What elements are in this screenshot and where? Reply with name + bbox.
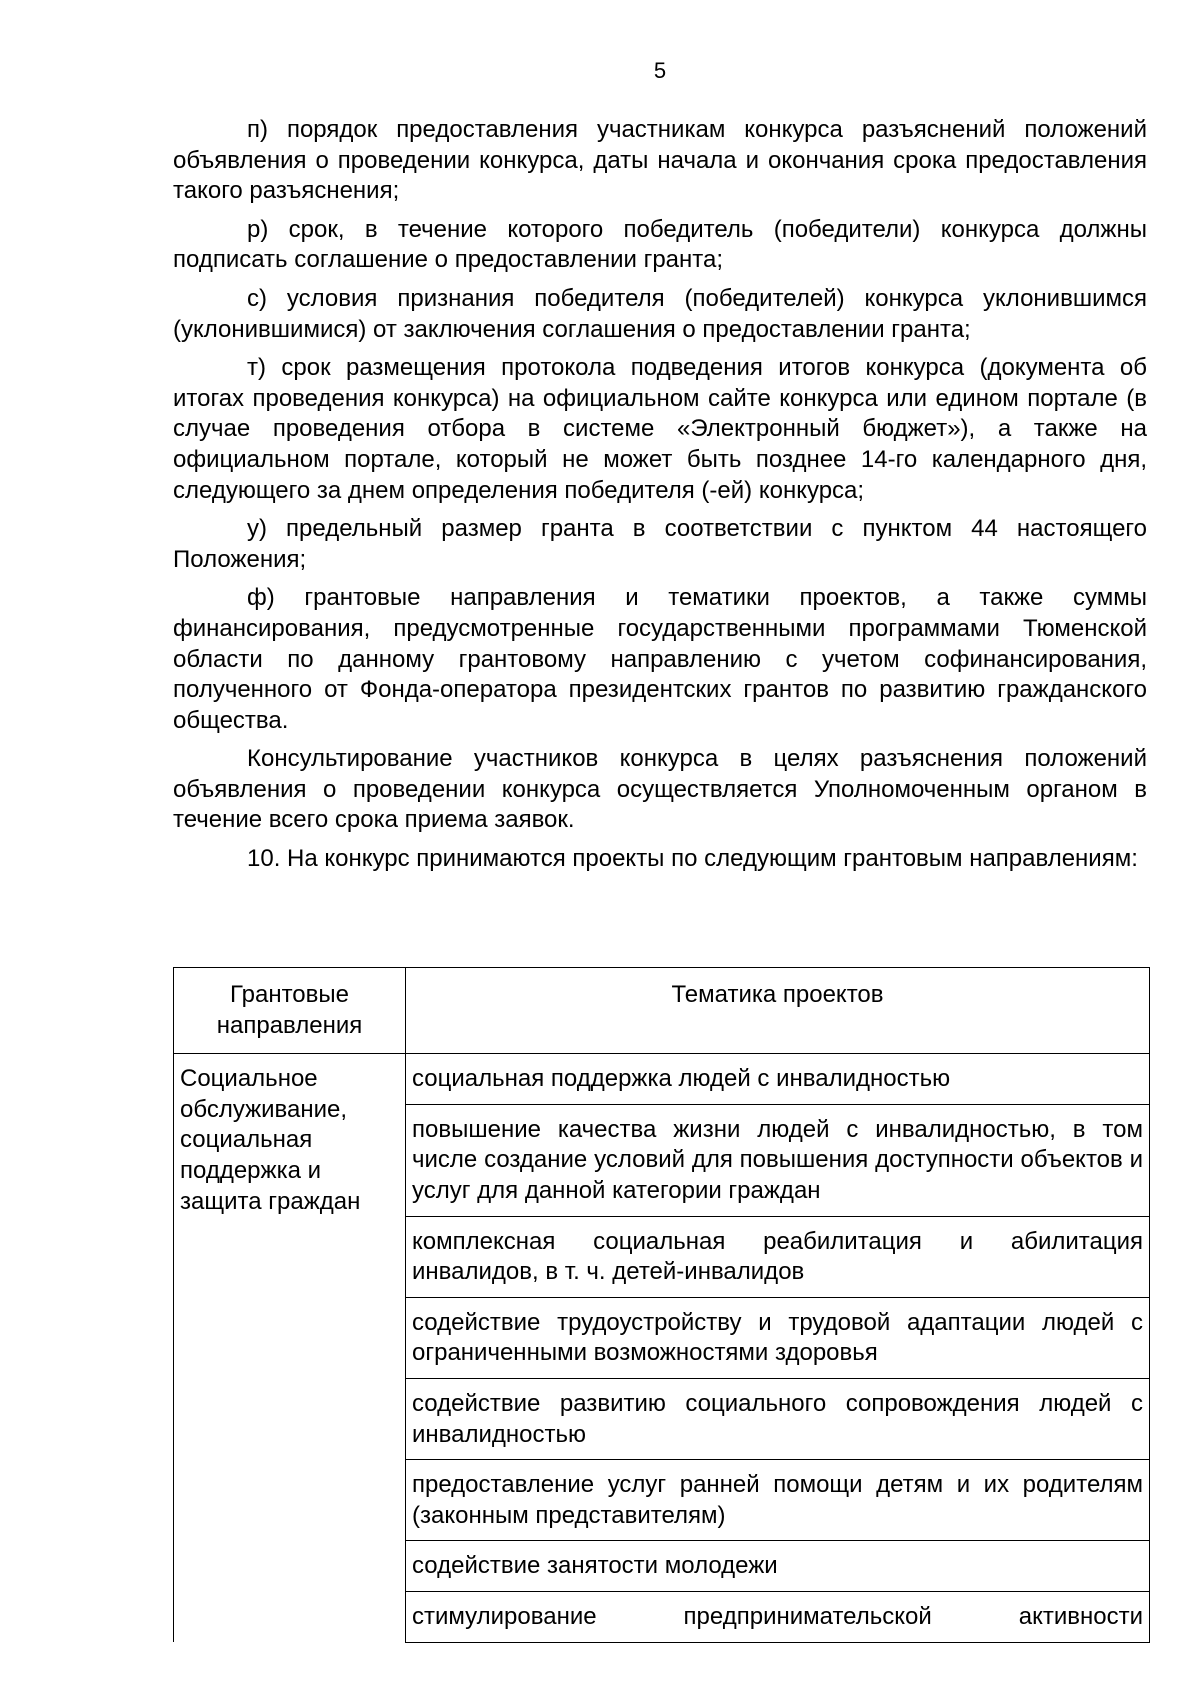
topic-cell: содействие развитию социального сопровождения людей с инвалидностью: [406, 1378, 1150, 1459]
topic-cell: стимулирование предпринимательской активности: [406, 1591, 1150, 1642]
paragraph-t: т) срок размещения протокола подведения итогов конкурса (документа об итогах проведения конкурса) на официальном сайте конкурса или едином портале (в случае проведения отбора в системе «Электронный бюджет»), а также на официальном портале, который не может быть позднее 14-го календарного дня, следующего за днем определения победителя (-ей) конкурса;: [173, 354, 1147, 504]
topic-cell: предоставление услуг ранней помощи детям и их родителям (законным представителям): [406, 1460, 1150, 1541]
paragraph-u: у) предельный размер гранта в соответствии с пунктом 44 настоящего Положения;: [173, 515, 1147, 573]
table-row: [174, 1054, 1150, 1105]
topic-cell: повышение качества жизни людей с инвалидностью, в том числе создание условий для повышения доступности объектов и услуг для данной категории граждан: [406, 1104, 1150, 1216]
topic-cell: содействие трудоустройству и трудовой адаптации людей с ограниченными возможностями здоровья: [406, 1297, 1150, 1378]
paragraph-consulting: Консультирование участников конкурса в целях разъяснения положений объявления о проведении конкурса осуществляется Уполномоченным органом в течение всего срока приема заявок.: [173, 745, 1147, 834]
paragraph-f: ф) грантовые направления и тематики проектов, а также суммы финансирования, предусмотренные государственными программами Тюменской области по данному грантовому направлению с учетом софинансирования, полученного от Фонда-оператора президентских грантов по развитию гражданского общества.: [173, 584, 1147, 734]
topic-cell: комплексная социальная реабилитация и абилитация инвалидов, в т. ч. детей-инвалидов: [406, 1216, 1150, 1297]
grant-directions-table: [173, 967, 1150, 1643]
header-directions: Грантовые направления: [174, 968, 406, 1054]
document-body: [173, 115, 1147, 875]
paragraph-p: п) порядок предоставления участникам конкурса разъяснений положений объявления о проведении конкурса, даты начала и окончания срока предоставления такого разъяснения;: [173, 116, 1147, 205]
table-header-row: [174, 968, 1150, 1054]
topic-cell: содействие занятости молодежи: [406, 1541, 1150, 1592]
paragraph-s: с) условия признания победителя (победителей) конкурса уклонившимся (уклонившимися) от заключения соглашения о предоставлении гранта;: [173, 284, 1147, 343]
page-number: 5: [653, 58, 667, 83]
topic-cell: социальная поддержка людей с инвалидностью: [406, 1054, 1150, 1105]
paragraph-10: 10. На конкурс принимаются проекты по следующим грантовым направлениям:: [247, 845, 1138, 873]
header-topics: Тематика проектов: [406, 968, 1150, 1054]
paragraph-r: р) срок, в течение которого победитель (победители) конкурса должны подписать соглашение о предоставлении гранта;: [173, 215, 1147, 274]
direction-cell: Социальное обслуживание, социальная поддержка и защита граждан: [174, 1054, 406, 1642]
